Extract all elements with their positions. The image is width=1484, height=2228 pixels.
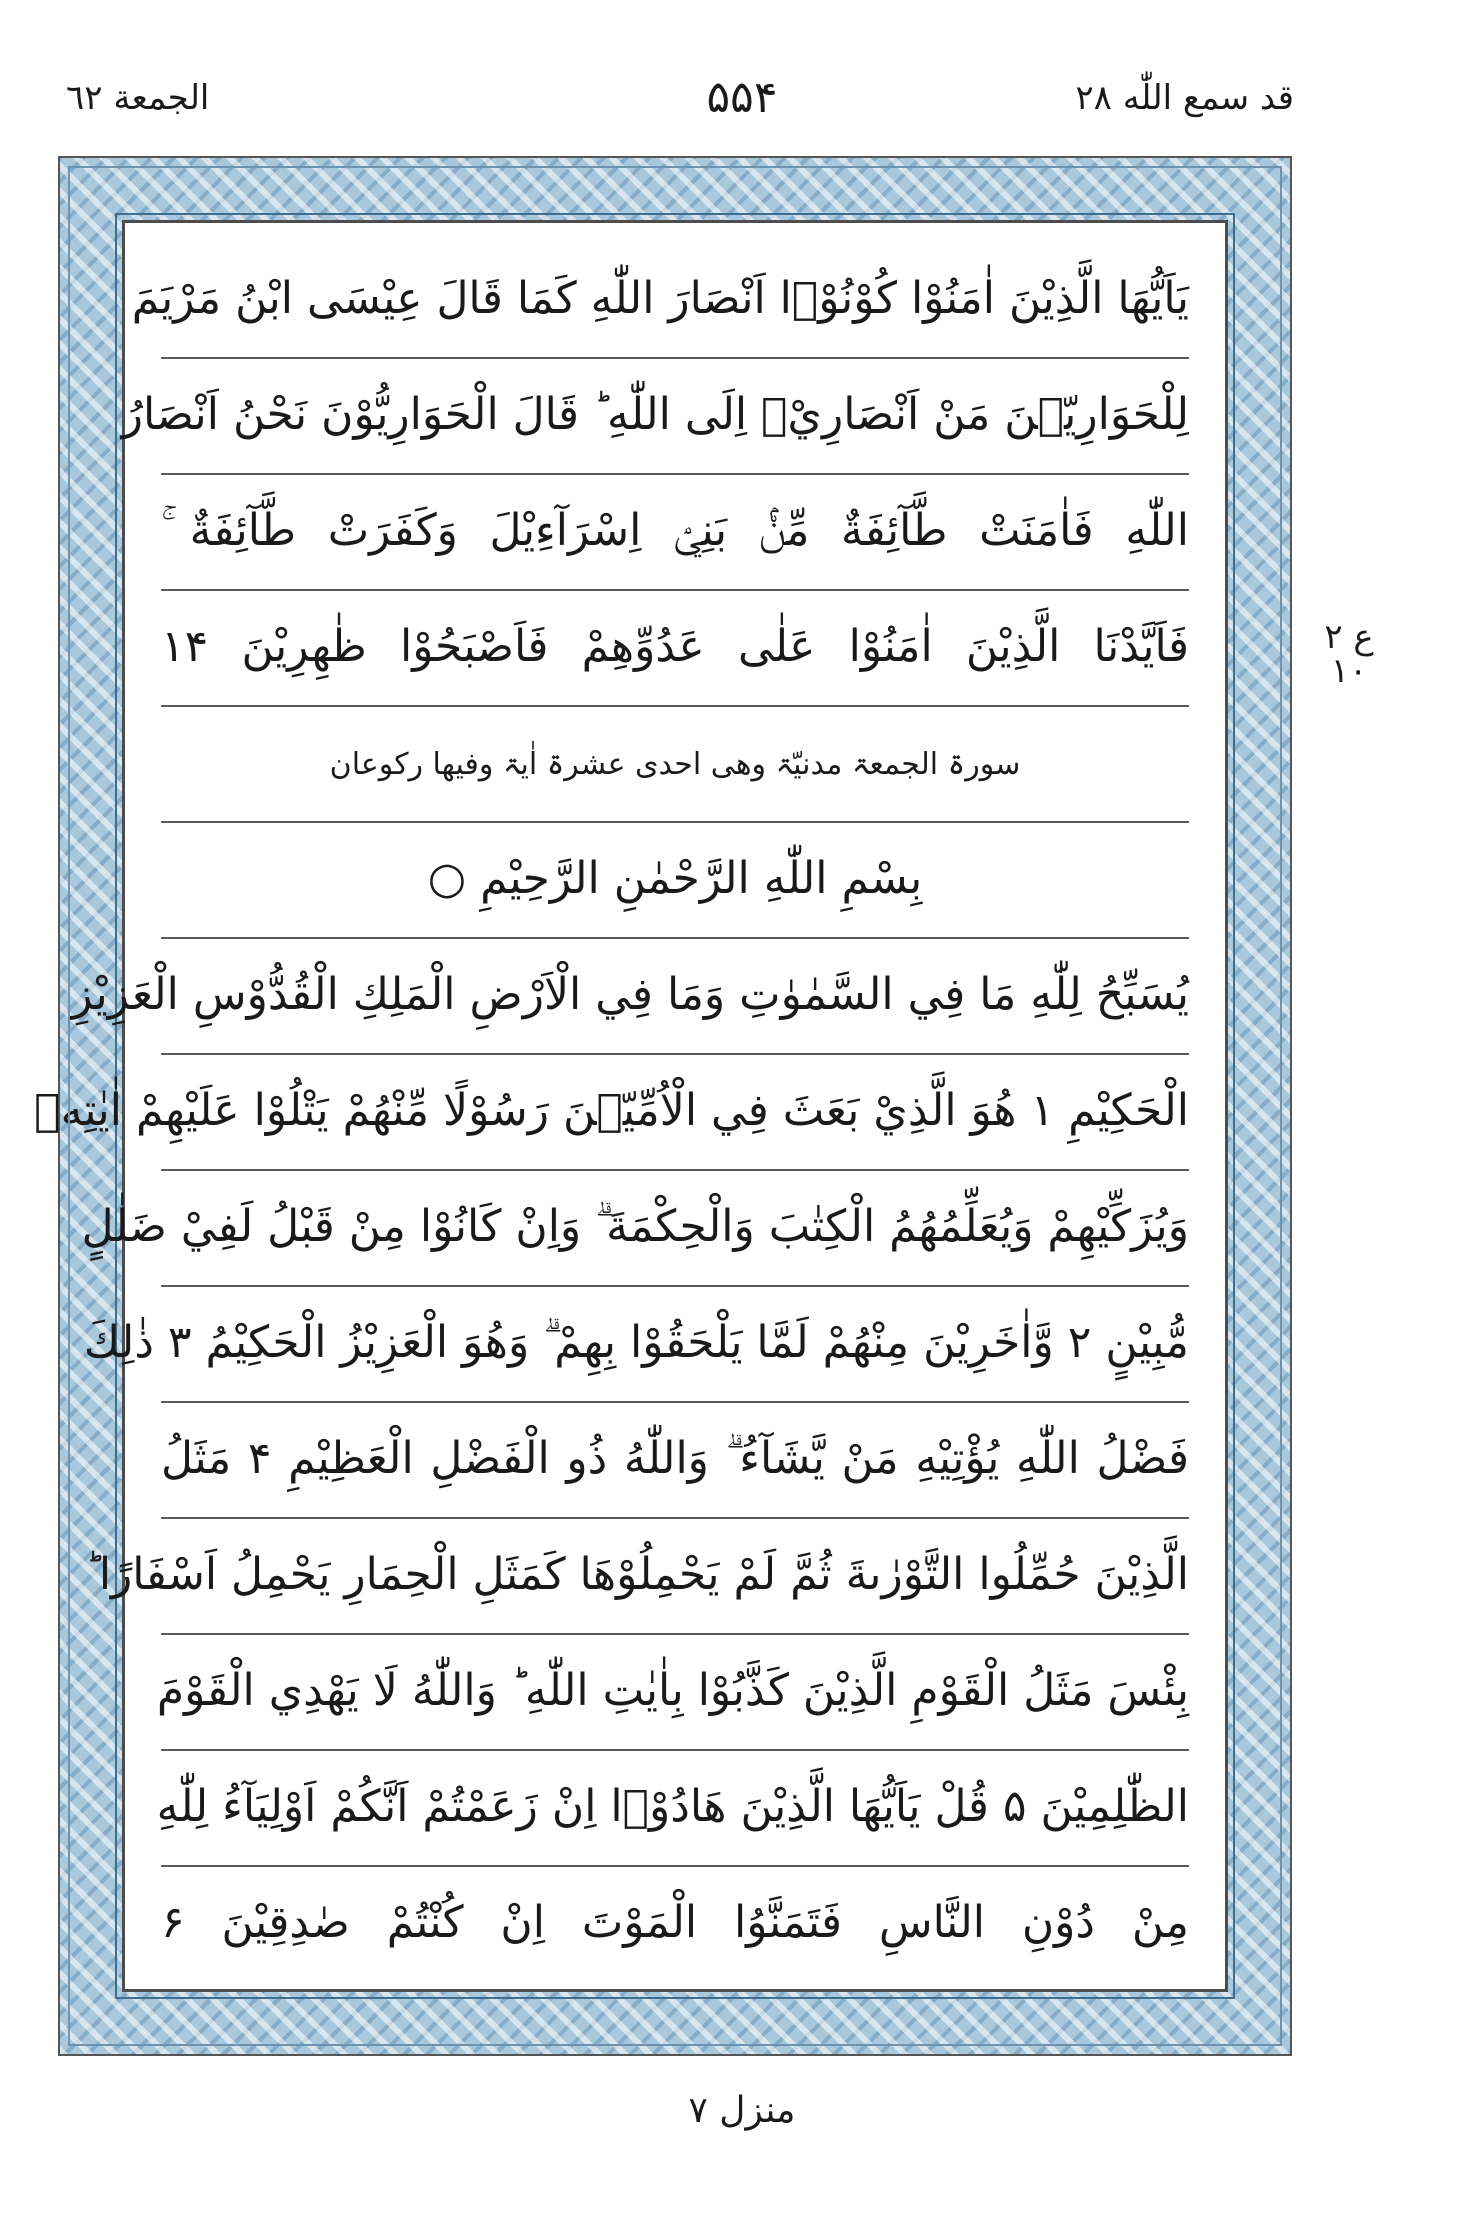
manzil-footer: منزل ۷ xyxy=(688,2090,796,2131)
verse-line-7: وَيُزَكِّيْهِمْ وَيُعَلِّمُهُمُ الْكِتٰبَ وَالْحِكْمَةَ ۗ وَاِنْ كَانُوْا مِنْ قَبْلُ لَفِيْ ضَلٰلٍ xyxy=(161,1171,1189,1287)
text-panel xyxy=(34,220,1228,1992)
verse-line-1: يَاَيُّهَا الَّذِيْنَ اٰمَنُوْا كُوْنُوْۤا اَنْصَارَ اللّٰهِ كَمَا قَالَ عِيْسَى ابْنُ مَرْيَمَ xyxy=(161,243,1189,359)
decorative-border-frame xyxy=(34,156,1292,2056)
verse-line-4: فَاَيَّدْنَا الَّذِيْنَ اٰمَنُوْا عَلٰى عَدُوِّهِمْ فَاَصْبَحُوْا ظٰهِرِيْنَ ۱۴ xyxy=(161,591,1189,707)
verse-line-12: الظّٰلِمِيْنَ ۵ قُلْ يَاَيُّهَا الَّذِيْنَ هَادُوْۤا اِنْ زَعَمْتُمْ اَنَّكُمْ اَوْلِيَآءُ لِلّٰهِ xyxy=(161,1751,1189,1867)
verse-line-3: اللّٰهِ فَاٰمَنَتْ طَّآئِفَةٌ مِّنْۢ بَنِيْۤ اِسْرَآءِيْلَ وَكَفَرَتْ طَّآئِفَةٌ ۚ xyxy=(161,475,1189,591)
juz-header: قد سمع اللّٰه ۲۸ xyxy=(1075,78,1294,118)
verse-line-13: مِنْ دُوْنِ النَّاسِ فَتَمَنَّوُا الْمَوْتَ اِنْ كُنْتُمْ صٰدِقِيْنَ ۶ xyxy=(161,1897,1189,1948)
ruku-marker: ع ۲ ۱۰ xyxy=(1324,617,1374,691)
surah-header: الجمعة ٦٢ xyxy=(66,78,210,118)
verse-line-8: مُّبِيْنٍ ۲ وَّاٰخَرِيْنَ مِنْهُمْ لَمَّا يَلْحَقُوْا بِهِمْ ۗ وَهُوَ الْعَزِيْزُ الْحَكِيْمُ ۳ ذٰلِكَ xyxy=(161,1287,1189,1403)
verse-line-6: الْحَكِيْمِ ۱ هُوَ الَّذِيْ بَعَثَ فِي الْاُمِّيّٖنَ رَسُوْلًا مِّنْهُمْ يَتْلُوْا عَلَيْهِمْ اٰيٰتِهٖ xyxy=(161,1055,1189,1171)
verse-line-9: فَضْلُ اللّٰهِ يُؤْتِيْهِ مَنْ يَّشَآءُ ۗ وَاللّٰهُ ذُو الْفَضْلِ الْعَظِيْمِ ۴ مَثَلُ xyxy=(161,1403,1189,1519)
verse-line-11: بِئْسَ مَثَلُ الْقَوْمِ الَّذِيْنَ كَذَّبُوْا بِاٰيٰتِ اللّٰهِ ؕ وَاللّٰهُ لَا يَهْدِي الْقَوْمَ xyxy=(161,1635,1189,1751)
verse-line-10: الَّذِيْنَ حُمِّلُوا التَّوْرٰىةَ ثُمَّ لَمْ يَحْمِلُوْهَا كَمَثَلِ الْحِمَارِ يَحْمِلُ اَسْفَارًا ؕ xyxy=(161,1519,1189,1635)
surah-title: سورۃ الجمعۃ مدنیّۃ وھی احدی عشرۃ اٰیۃ وفیھا رکوعان xyxy=(329,746,1021,782)
bismillah-line: بِسْمِ اللّٰهِ الرَّحْمٰنِ الرَّحِيْمِ ○ xyxy=(161,823,1189,939)
surah-title-box xyxy=(161,707,1189,823)
verse-line-2: لِلْحَوَارِيّٖنَ مَنْ اَنْصَارِيْۤ اِلَى اللّٰهِ ؕ قَالَ الْحَوَارِيُّوْنَ نَحْنُ اَنْصَارُ xyxy=(161,359,1189,475)
page-number: ۵۵۴ xyxy=(706,72,778,123)
verse-line-5: يُسَبِّحُ لِلّٰهِ مَا فِي السَّمٰوٰتِ وَمَا فِي الْاَرْضِ الْمَلِكِ الْقُدُّوْسِ الْعَزِيْزِ xyxy=(161,939,1189,1055)
